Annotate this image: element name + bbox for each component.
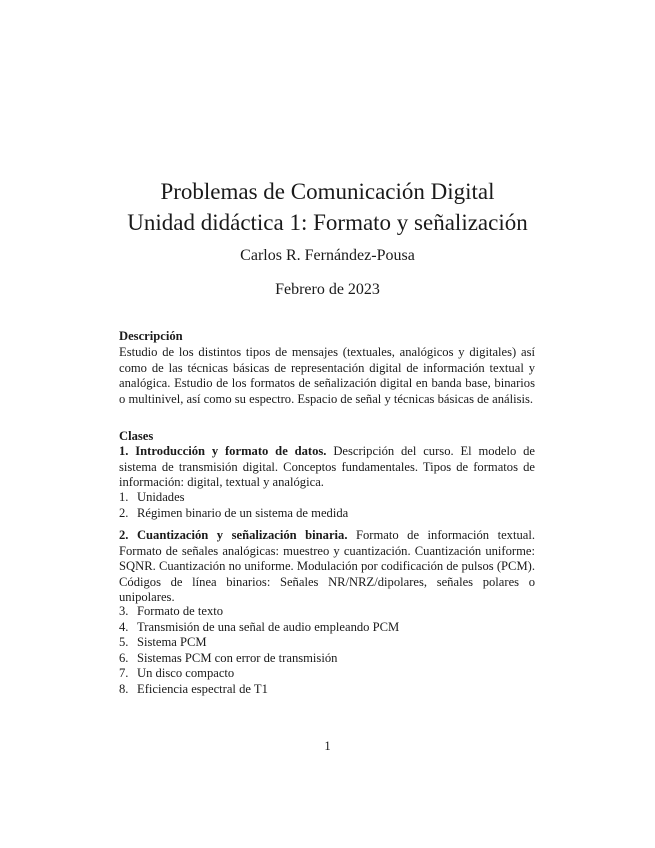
page-number: 1 (324, 739, 331, 753)
problem-item (119, 506, 535, 522)
problem-item (119, 635, 535, 651)
description-heading: Descripción (119, 329, 183, 343)
problem-number: 7. (119, 666, 129, 680)
unit-1-title: 1. Introducción y formato de datos. (119, 444, 327, 458)
unit-2-title: 2. Cuantización y señalización binaria. (119, 528, 348, 542)
title-line-1: Problemas de Comunicación Digital (160, 179, 495, 204)
problem-number: 8. (119, 681, 129, 696)
problem-label: Transmisión de una señal de audio empleando PCM (137, 619, 400, 634)
problem-number: 2. (119, 505, 129, 520)
problem-number: 1. (119, 490, 129, 504)
problem-item (119, 490, 535, 506)
problem-item (119, 682, 535, 698)
unit-2-paragraph (119, 528, 535, 606)
problem-label: Sistema PCM (137, 635, 207, 649)
problem-item (119, 604, 535, 620)
problem-number: 3. (119, 604, 129, 618)
problem-label: Un disco compacto (137, 666, 235, 680)
problem-item (119, 651, 535, 667)
document-title (0, 176, 655, 238)
problem-label: Sistemas PCM con error de transmisión (137, 650, 338, 665)
unit-1-problem-list (119, 490, 535, 521)
problem-number: 4. (119, 619, 129, 634)
title-line-2: Unidad didáctica 1: Formato y señalización (127, 210, 528, 235)
clases-heading: Clases (119, 429, 154, 443)
description-text: Estudio de los distintos tipos de mensajes (textuales, analógicos y digitales) así como de las técnicas básicas de representación digital de información textual y analógica. Estudio de los formatos de señalización digital en banda base, binarios o multinivel, así como su espectro. Espacio de señal y técnicas básicas de análisis. (119, 345, 535, 406)
date: Febrero de 2023 (275, 281, 380, 298)
problem-item (119, 666, 535, 682)
problem-label: Eficiencia espectral de T1 (137, 681, 268, 696)
author: Carlos R. Fernández-Pousa (240, 247, 415, 264)
problem-label: Formato de texto (137, 604, 224, 618)
problem-number: 5. (119, 635, 129, 649)
problem-number: 6. (119, 650, 129, 665)
problem-item (119, 620, 535, 636)
problem-label: Régimen binario de un sistema de medida (137, 505, 349, 520)
problem-label: Unidades (137, 490, 185, 504)
unit-1-text: Descripción del curso. El modelo de sistema de transmisión digital. Conceptos fundamentales. Tipos de formatos de información: digital, textual y analógica. (119, 444, 535, 489)
unit-2-problem-list (119, 604, 535, 697)
unit-2-text: Formato de información textual. Formato de señales analógicas: muestreo y cuantización. Cuantización uniforme: SQNR. Cuantización no uniforme. Modulación por codificación de pulsos (PCM). Códigos de línea binarios: Señales NR/NRZ/dipolares, señales polares o unipolares. (119, 528, 535, 604)
unit-1-paragraph (119, 444, 535, 491)
